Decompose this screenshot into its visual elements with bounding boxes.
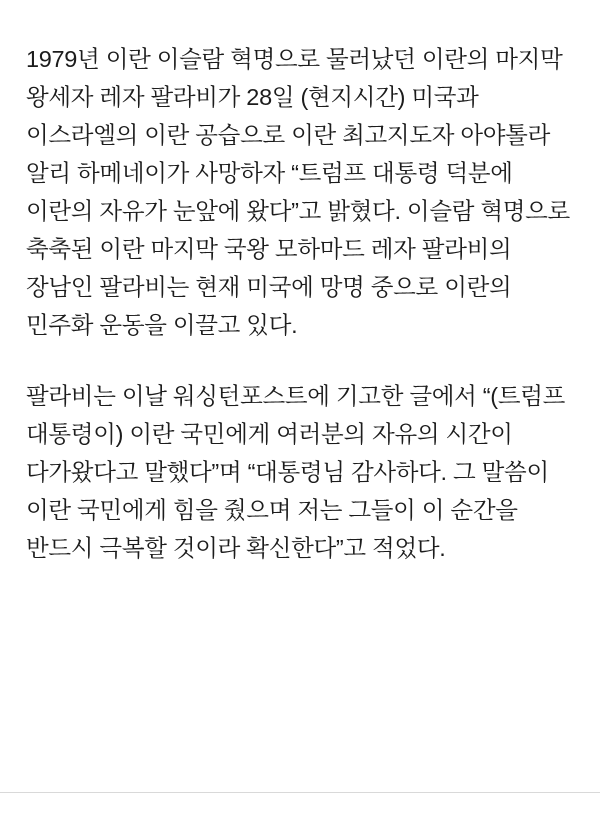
article-paragraph: 팔라비는 이날 워싱턴포스트에 기고한 글에서 “(트럼프 대통령이) 이란 국민에게 여러분의 자유의 시간이 다가왔다고 말했다”며 “대통령님 감사하다. 그 말씀이 이란 국민에게 힘을 줬으며 저는 그들이 이 순간을 반드시 극복할 것이라 확신한다”고 적었다. [26,382,566,561]
article-paragraph: 1979년 이란 이슬람 혁명으로 물러났던 이란의 마지막 왕세자 레자 팔라비가 28일 (현지시간) 미국과 이스라엘의 이란 공습으로 이란 최고지도자 아야톨라 알리 하메네이가 사망하자 “트럼프 대통령 덕분에 이란의 자유가 눈앞에 왔다”고 밝혔다. 이슬람 혁명으로 축축된 이란 마지막 국왕 모하마드 레자 팔라비의 장남인 팔라비는 현재 미국에 망명 중으로 이란의 민주화 운동을 이끌고 있다. [26,46,570,339]
bottom-divider [0,792,600,793]
article-body [26,40,574,567]
